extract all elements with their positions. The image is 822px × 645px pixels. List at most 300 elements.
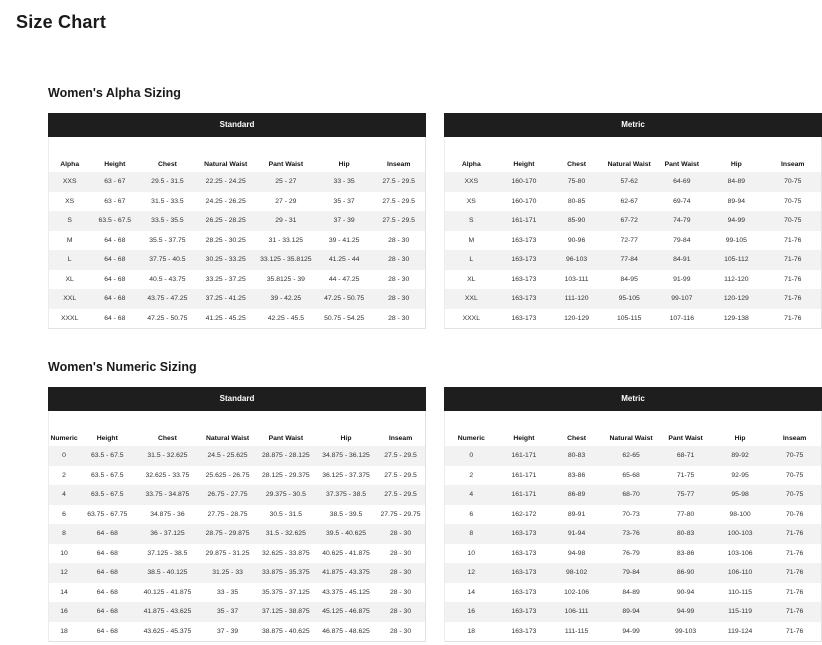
table-cell: 98-102: [550, 563, 603, 583]
table-cell: 89-94: [603, 602, 659, 622]
table-row: [445, 289, 821, 309]
alpha-standard-band: Standard: [48, 113, 426, 137]
table-cell: 63.5 - 67.5: [79, 466, 135, 486]
table-cell: 31.5 - 32.625: [256, 524, 316, 544]
table-cell: 37.125 - 38.875: [256, 602, 316, 622]
table-cell: 33 - 35: [316, 172, 372, 192]
table-cell: 37.375 - 38.5: [316, 485, 376, 505]
table-row: [445, 505, 821, 525]
table-cell: 18: [49, 622, 79, 642]
table-cell: L: [49, 250, 90, 270]
table-cell: 77-80: [659, 505, 712, 525]
table-cell: 92-95: [712, 466, 768, 486]
table-row: [49, 309, 425, 329]
table-row: [445, 446, 821, 466]
table-cell: 76-79: [603, 544, 659, 564]
table-cell: 162-172: [498, 505, 551, 525]
table-cell: 63.75 - 67.75: [79, 505, 135, 525]
table-cell: 26.25 - 28.25: [196, 211, 256, 231]
column-header: Natural Waist: [204, 161, 248, 168]
table-cell: 86-90: [659, 563, 712, 583]
column-header: Pant Waist: [268, 161, 304, 168]
table-cell: 163-173: [498, 544, 551, 564]
column-header: Natural Waist: [609, 435, 653, 442]
alpha-standard-chart: [48, 113, 426, 329]
table-cell: 2: [49, 466, 79, 486]
table-cell: 31.5 - 32.625: [135, 446, 199, 466]
table-cell: 28 - 30: [372, 231, 425, 251]
table-cell: 106-110: [712, 563, 768, 583]
table-cell: 91-99: [656, 270, 709, 290]
table-cell: 71-76: [768, 563, 821, 583]
table-cell: 47.25 - 50.75: [139, 309, 195, 329]
alpha-section-title: Women's Alpha Sizing: [48, 86, 181, 100]
column-header: Alpha: [461, 161, 481, 168]
table-row: [49, 250, 425, 270]
table-cell: 68-70: [603, 485, 659, 505]
table-row: [445, 192, 821, 212]
table-cell: 28 - 30: [376, 602, 425, 622]
table-cell: 74-79: [656, 211, 709, 231]
table-row: [445, 544, 821, 564]
table-cell: 163-173: [498, 524, 551, 544]
table-row: [49, 192, 425, 212]
table-cell: 14: [49, 583, 79, 603]
table-cell: 107-116: [656, 309, 709, 329]
table-cell: 43.375 - 45.125: [316, 583, 376, 603]
table-cell: 29.5 - 31.5: [139, 172, 195, 192]
table-cell: 18: [445, 622, 498, 642]
table-cell: 111-120: [550, 289, 603, 309]
column-header: Height: [513, 435, 535, 442]
table-cell: 26.75 - 27.75: [199, 485, 255, 505]
table-cell: 64 - 68: [90, 250, 139, 270]
table-cell: 163-173: [498, 622, 551, 642]
table-cell: 75-77: [659, 485, 712, 505]
table-cell: 71-76: [768, 544, 821, 564]
table-cell: 28 - 30: [376, 563, 425, 583]
table-cell: XXS: [445, 172, 498, 192]
table-cell: 38.5 - 39.5: [316, 505, 376, 525]
column-header: Numeric: [457, 435, 485, 442]
table-cell: 84-89: [708, 172, 764, 192]
table-cell: 6: [49, 505, 79, 525]
table-cell: 105-115: [603, 309, 656, 329]
table-cell: 89-94: [708, 192, 764, 212]
table-cell: S: [445, 211, 498, 231]
table-cell: 4: [49, 485, 79, 505]
table-cell: 31.5 - 33.5: [139, 192, 195, 212]
table-cell: 63.5 - 67.5: [90, 211, 139, 231]
table-cell: 27.75 - 28.75: [199, 505, 255, 525]
table-header-row: [49, 137, 425, 172]
table-cell: 27.75 - 29.75: [376, 505, 425, 525]
table-cell: 24.5 - 25.625: [199, 446, 255, 466]
table-cell: 112-120: [708, 270, 764, 290]
table-cell: XXS: [49, 172, 90, 192]
table-cell: 163-173: [498, 250, 551, 270]
table-row: [49, 211, 425, 231]
table-cell: 8: [49, 524, 79, 544]
table-cell: 161-171: [498, 211, 551, 231]
table-cell: 95-98: [712, 485, 768, 505]
column-header: Natural Waist: [607, 161, 651, 168]
table-cell: 33.5 - 35.5: [139, 211, 195, 231]
table-cell: 32.625 - 33.875: [256, 544, 316, 564]
column-header: Chest: [157, 435, 177, 442]
alpha-metric-table: [445, 137, 821, 328]
table-cell: 62-65: [603, 446, 659, 466]
column-header: Hip: [730, 161, 742, 168]
numeric-standard-band: Standard: [48, 387, 426, 411]
table-cell: 84-91: [656, 250, 709, 270]
table-row: [49, 544, 425, 564]
table-cell: 50.75 - 54.25: [316, 309, 372, 329]
page-title: Size Chart: [16, 12, 107, 32]
table-cell: 99-107: [656, 289, 709, 309]
table-cell: 29.375 - 30.5: [256, 485, 316, 505]
table-cell: 27 - 29: [256, 192, 316, 212]
table-cell: 163-173: [498, 289, 551, 309]
table-row: [445, 524, 821, 544]
table-cell: M: [445, 231, 498, 251]
table-cell: 57-62: [603, 172, 656, 192]
table-cell: 35 - 37: [199, 602, 255, 622]
table-cell: 70-76: [768, 505, 821, 525]
table-cell: 28.75 - 29.875: [199, 524, 255, 544]
table-cell: 64 - 68: [79, 524, 135, 544]
table-cell: 163-173: [498, 563, 551, 583]
table-cell: 46.875 - 48.625: [316, 622, 376, 642]
table-cell: 32.625 - 33.75: [135, 466, 199, 486]
table-cell: 71-76: [768, 583, 821, 603]
table-cell: 65-68: [603, 466, 659, 486]
table-cell: 22.25 - 24.25: [196, 172, 256, 192]
table-cell: 47.25 - 50.75: [316, 289, 372, 309]
table-cell: 35.8125 - 39: [256, 270, 316, 290]
column-header: Inseam: [782, 435, 807, 442]
table-cell: 31.25 - 33: [199, 563, 255, 583]
table-cell: 161-171: [498, 446, 551, 466]
table-cell: 68-71: [659, 446, 712, 466]
table-cell: 64 - 68: [79, 544, 135, 564]
table-row: [445, 563, 821, 583]
table-cell: 25 - 27: [256, 172, 316, 192]
table-cell: 36.125 - 37.375: [316, 466, 376, 486]
column-header: Natural Waist: [205, 435, 250, 442]
table-cell: 70-75: [768, 466, 821, 486]
table-cell: 64 - 68: [79, 583, 135, 603]
table-cell: 27.5 - 29.5: [372, 172, 425, 192]
column-header: Height: [513, 161, 535, 168]
table-cell: 28.125 - 29.375: [256, 466, 316, 486]
table-header-row: [445, 411, 821, 446]
table-cell: 28 - 30: [372, 270, 425, 290]
table-cell: 39 - 41.25: [316, 231, 372, 251]
table-cell: 83-86: [659, 544, 712, 564]
table-cell: 120-129: [708, 289, 764, 309]
table-cell: 40.125 - 41.875: [135, 583, 199, 603]
table-row: [445, 622, 821, 642]
table-cell: 119-124: [712, 622, 768, 642]
table-cell: 35.375 - 37.125: [256, 583, 316, 603]
table-cell: 33 - 35: [199, 583, 255, 603]
table-cell: 37.75 - 40.5: [139, 250, 195, 270]
table-cell: 70-73: [603, 505, 659, 525]
table-cell: 71-76: [768, 622, 821, 642]
table-cell: 103-106: [712, 544, 768, 564]
table-cell: 62-67: [603, 192, 656, 212]
table-cell: 110-115: [712, 583, 768, 603]
table-cell: 129-138: [708, 309, 764, 329]
column-header: Pant Waist: [668, 435, 703, 442]
table-cell: 79-84: [656, 231, 709, 251]
table-row: [49, 583, 425, 603]
table-cell: 28 - 30: [376, 622, 425, 642]
table-cell: 10: [49, 544, 79, 564]
table-cell: 163-173: [498, 231, 551, 251]
table-cell: 28 - 30: [372, 289, 425, 309]
table-cell: 84-89: [603, 583, 659, 603]
table-cell: 63.5 - 67.5: [79, 446, 135, 466]
table-cell: 39 - 42.25: [256, 289, 316, 309]
table-cell: 70-75: [765, 211, 821, 231]
table-cell: 43.625 - 45.375: [135, 622, 199, 642]
table-cell: 14: [445, 583, 498, 603]
table-row: [49, 466, 425, 486]
table-cell: 64 - 68: [90, 231, 139, 251]
table-row: [49, 563, 425, 583]
table-cell: 64 - 68: [90, 289, 139, 309]
table-row: [49, 446, 425, 466]
table-cell: 71-76: [765, 250, 821, 270]
table-cell: 2: [445, 466, 498, 486]
table-cell: 71-76: [765, 289, 821, 309]
table-cell: 70-75: [765, 172, 821, 192]
column-header: Alpha: [60, 161, 80, 168]
table-cell: 64 - 68: [79, 563, 135, 583]
table-cell: 31 - 33.125: [256, 231, 316, 251]
table-row: [445, 250, 821, 270]
table-cell: 71-75: [659, 466, 712, 486]
column-header: Chest: [157, 161, 177, 168]
column-header: Inseam: [781, 161, 805, 168]
table-cell: 163-173: [498, 583, 551, 603]
table-row: [49, 602, 425, 622]
table-cell: 28 - 30: [372, 309, 425, 329]
table-cell: 161-171: [498, 485, 551, 505]
column-header: Pant Waist: [268, 435, 304, 442]
table-cell: 63 - 67: [90, 172, 139, 192]
table-cell: 16: [49, 602, 79, 622]
table-cell: 95-105: [603, 289, 656, 309]
table-cell: 28 - 30: [376, 583, 425, 603]
table-row: [445, 231, 821, 251]
table-row: [445, 270, 821, 290]
column-header: Hip: [734, 435, 746, 442]
table-cell: XS: [49, 192, 90, 212]
table-cell: 28 - 30: [376, 544, 425, 564]
table-row: [445, 485, 821, 505]
table-cell: 34.875 - 36.125: [316, 446, 376, 466]
table-cell: 29 - 31: [256, 211, 316, 231]
table-cell: 64 - 68: [90, 309, 139, 329]
table-header-row: [49, 411, 425, 446]
table-cell: 6: [445, 505, 498, 525]
table-cell: 99-103: [659, 622, 712, 642]
table-cell: 115-119: [712, 602, 768, 622]
table-cell: XXXL: [49, 309, 90, 329]
table-cell: 73-76: [603, 524, 659, 544]
table-cell: 33.25 - 37.25: [196, 270, 256, 290]
table-cell: XS: [445, 192, 498, 212]
table-cell: 16: [445, 602, 498, 622]
numeric-standard-table: [49, 411, 425, 641]
table-row: [445, 211, 821, 231]
table-cell: 85-90: [550, 211, 603, 231]
table-cell: 28.875 - 28.125: [256, 446, 316, 466]
table-cell: 33.125 - 35.8125: [256, 250, 316, 270]
table-cell: 70-75: [768, 485, 821, 505]
table-row: [445, 602, 821, 622]
table-cell: 44 - 47.25: [316, 270, 372, 290]
table-cell: 43.75 - 47.25: [139, 289, 195, 309]
table-row: [49, 172, 425, 192]
table-cell: 4: [445, 485, 498, 505]
table-cell: 105-112: [708, 250, 764, 270]
table-cell: 0: [445, 446, 498, 466]
table-cell: 63.5 - 67.5: [79, 485, 135, 505]
table-cell: 94-98: [550, 544, 603, 564]
table-cell: 89-91: [550, 505, 603, 525]
table-cell: 102-106: [550, 583, 603, 603]
numeric-metric-table: [445, 411, 821, 641]
table-cell: 64 - 68: [79, 602, 135, 622]
table-cell: 71-76: [768, 524, 821, 544]
table-cell: 37 - 39: [316, 211, 372, 231]
table-cell: 39.5 - 40.625: [316, 524, 376, 544]
table-cell: 71-76: [765, 270, 821, 290]
table-cell: 12: [445, 563, 498, 583]
column-header: Chest: [567, 161, 586, 168]
table-cell: 64 - 68: [90, 270, 139, 290]
table-cell: 77-84: [603, 250, 656, 270]
table-cell: 30.5 - 31.5: [256, 505, 316, 525]
table-cell: 91-94: [550, 524, 603, 544]
table-cell: L: [445, 250, 498, 270]
table-cell: 27.5 - 29.5: [372, 211, 425, 231]
table-cell: 40.625 - 41.875: [316, 544, 376, 564]
column-header: Hip: [340, 435, 352, 442]
table-cell: 27.5 - 29.5: [376, 485, 425, 505]
table-cell: XL: [49, 270, 90, 290]
table-cell: 63 - 67: [90, 192, 139, 212]
table-cell: 70-75: [765, 192, 821, 212]
table-cell: 34.875 - 36: [135, 505, 199, 525]
table-cell: XL: [445, 270, 498, 290]
table-cell: 80-83: [550, 446, 603, 466]
table-cell: 120-129: [550, 309, 603, 329]
table-cell: 72-77: [603, 231, 656, 251]
table-cell: 94-99: [603, 622, 659, 642]
table-cell: 94-99: [659, 602, 712, 622]
alpha-metric-band: Metric: [444, 113, 822, 137]
table-cell: 37.25 - 41.25: [196, 289, 256, 309]
table-cell: 90-94: [659, 583, 712, 603]
table-cell: 161-171: [498, 466, 551, 486]
table-cell: 30.25 - 33.25: [196, 250, 256, 270]
table-cell: 24.25 - 26.25: [196, 192, 256, 212]
column-header: Hip: [338, 161, 350, 168]
table-cell: 79-84: [603, 563, 659, 583]
alpha-standard-table: [49, 137, 425, 328]
numeric-section-title: Women's Numeric Sizing: [48, 360, 197, 374]
table-cell: XXL: [445, 289, 498, 309]
table-cell: 41.875 - 43.375: [316, 563, 376, 583]
table-cell: 84-95: [603, 270, 656, 290]
table-cell: XXXL: [445, 309, 498, 329]
table-row: [49, 270, 425, 290]
table-row: [49, 485, 425, 505]
table-cell: 27.5 - 29.5: [376, 446, 425, 466]
table-row: [445, 583, 821, 603]
table-cell: 80-83: [659, 524, 712, 544]
table-cell: 71-76: [768, 602, 821, 622]
table-cell: 41.25 - 44: [316, 250, 372, 270]
table-row: [445, 309, 821, 329]
table-row: [49, 524, 425, 544]
table-cell: 12: [49, 563, 79, 583]
table-cell: 98-100: [712, 505, 768, 525]
table-cell: 25.625 - 26.75: [199, 466, 255, 486]
table-cell: 70-75: [768, 446, 821, 466]
table-cell: 33.75 - 34.875: [135, 485, 199, 505]
column-header: Height: [96, 435, 118, 442]
table-cell: 0: [49, 446, 79, 466]
table-row: [49, 505, 425, 525]
table-cell: 42.25 - 45.5: [256, 309, 316, 329]
table-cell: 111-115: [550, 622, 603, 642]
table-cell: 40.5 - 43.75: [139, 270, 195, 290]
table-cell: 33.875 - 35.375: [256, 563, 316, 583]
table-cell: 64 - 68: [79, 622, 135, 642]
numeric-standard-chart: [48, 387, 426, 642]
table-cell: 106-111: [550, 602, 603, 622]
table-cell: 35.5 - 37.75: [139, 231, 195, 251]
table-cell: 67-72: [603, 211, 656, 231]
alpha-metric-chart: [444, 113, 822, 329]
column-header: Chest: [567, 435, 586, 442]
table-cell: 160-170: [498, 192, 551, 212]
table-cell: 29.875 - 31.25: [199, 544, 255, 564]
table-cell: 27.5 - 29.5: [376, 466, 425, 486]
table-cell: 28 - 30: [372, 250, 425, 270]
table-cell: 75-80: [550, 172, 603, 192]
column-header: Inseam: [386, 161, 411, 168]
table-cell: 45.125 - 46.875: [316, 602, 376, 622]
table-cell: 28 - 30: [376, 524, 425, 544]
table-cell: 94-99: [708, 211, 764, 231]
table-cell: 163-173: [498, 270, 551, 290]
table-cell: 37 - 39: [199, 622, 255, 642]
column-header: Numeric: [50, 435, 78, 442]
table-cell: 8: [445, 524, 498, 544]
table-header-row: [445, 137, 821, 172]
column-header: Inseam: [388, 435, 413, 442]
table-cell: 37.125 - 38.5: [135, 544, 199, 564]
table-cell: 89-92: [712, 446, 768, 466]
table-cell: S: [49, 211, 90, 231]
